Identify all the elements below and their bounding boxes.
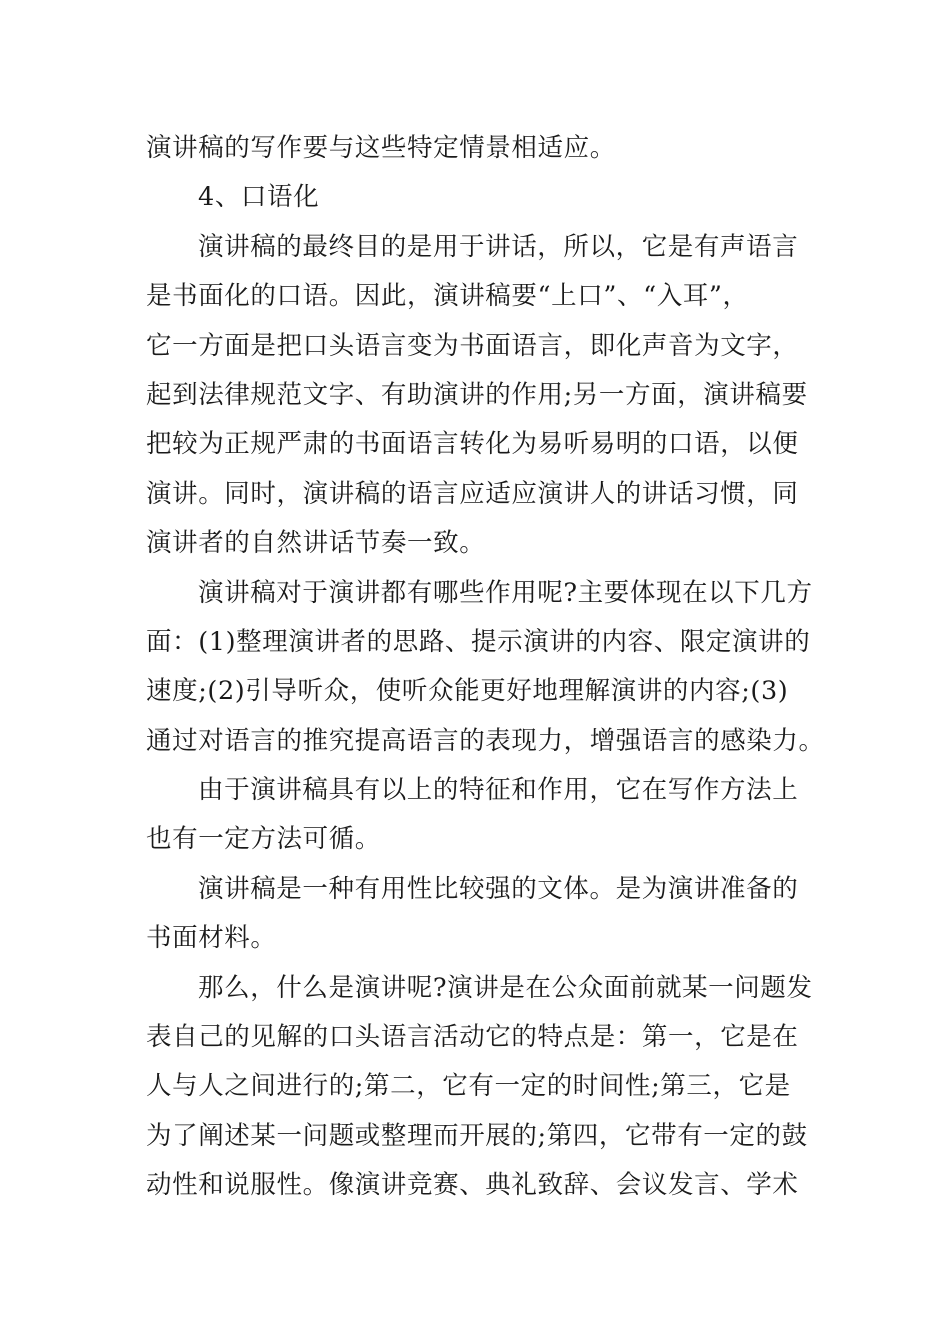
text-line: 把较为正规严肃的书面语言转化为易听易明的口语，以便 bbox=[146, 429, 799, 460]
text-line: 速度;(2)引导听众，使听众能更好地理解演讲的内容;(3) bbox=[146, 676, 789, 707]
text-line: 演讲稿的最终目的是用于讲话，所以，它是有声语言 bbox=[198, 231, 799, 262]
text-line: 通过对语言的推究提高语言的表现力，增强语言的感染力。 bbox=[146, 725, 825, 756]
text-line: 演讲稿的写作要与这些特定情景相适应。 bbox=[146, 133, 616, 163]
body-text bbox=[146, 124, 825, 1211]
text-line: 由于演讲稿具有以上的特征和作用，它在写作方法上 bbox=[198, 775, 799, 806]
text-line: 它一方面是把口头语言变为书面语言，即化声音为文字， bbox=[146, 330, 799, 361]
text-line: 也有一定方法可循。 bbox=[146, 824, 381, 855]
text-line: 表自己的见解的口头语言活动它的特点是：第一，它是在 bbox=[146, 1022, 799, 1053]
section-heading: 4、口语化 bbox=[198, 182, 320, 213]
text-line: 演讲者的自然讲话节奏一致。 bbox=[146, 528, 486, 559]
text-line: 演讲稿对于演讲都有哪些作用呢?主要体现在以下几方 bbox=[198, 577, 813, 608]
text-line: 人与人之间进行的;第二，它有一定的时间性;第三，它是 bbox=[146, 1071, 791, 1102]
text-line: 为了阐述某一问题或整理而开展的;第四，它带有一定的鼓 bbox=[146, 1120, 808, 1151]
text-line: 动性和说服性。像演讲竞赛、典礼致辞、会议发言、学术 bbox=[146, 1170, 799, 1201]
text-line: 是书面化的口语。因此，演讲稿要“上口”、“入耳”， bbox=[146, 281, 749, 312]
text-line: 起到法律规范文字、有助演讲的作用;另一方面，演讲稿要 bbox=[146, 379, 808, 410]
text-line: 面：(1)整理演讲者的思路、提示演讲的内容、限定演讲的 bbox=[146, 626, 811, 657]
text-line: 演讲稿是一种有用性比较强的文体。是为演讲准备的 bbox=[198, 873, 799, 904]
text-line: 那么，什么是演讲呢?演讲是在公众面前就某一问题发 bbox=[198, 972, 813, 1003]
text-line: 书面材料。 bbox=[146, 923, 277, 954]
text-line: 演讲。同时，演讲稿的语言应适应演讲人的讲话习惯，同 bbox=[146, 478, 799, 509]
